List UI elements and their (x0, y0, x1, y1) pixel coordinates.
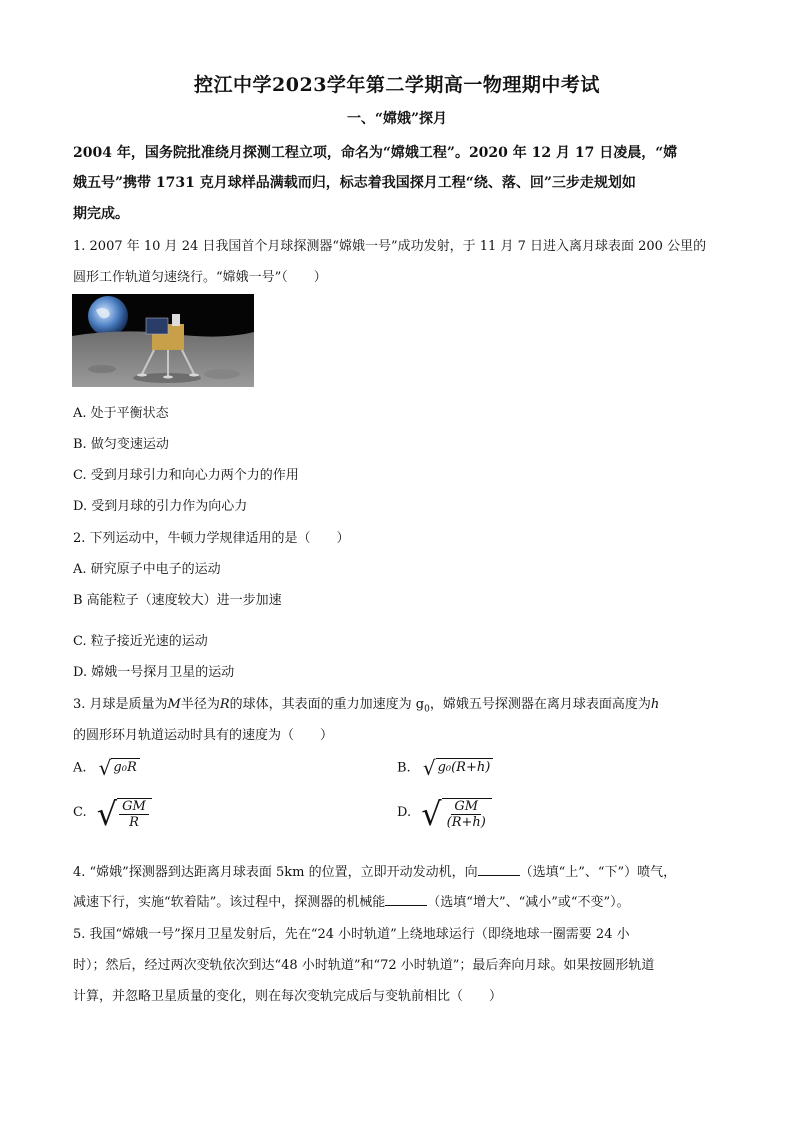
section-heading: 一、“嫦娥”探月 (346, 111, 448, 127)
q2-option-d: D. 嫦娥一号探月卫星的运动 (73, 665, 235, 680)
intro-line-2: 娥五号”携带 1731 克月球样品满载而归，标志着我国探月工程“绕、落、回”三步走规划如 (73, 175, 636, 191)
q3-option-c: C. √ $\frac{GM}{R}$ (73, 798, 152, 830)
q2-option-b: B 高能粒子（速度较大）进一步加速 (73, 593, 282, 608)
q2-option-a: A. 研究原子中电子的运动 (73, 562, 221, 577)
question-1-line-1: 1. 2007 年 10 月 24 日我国首个月球探测器“嫦娥一号”成功发射，于 11 月 7 日进入离月球表面 200 公里的 (73, 239, 707, 254)
sqrt-fraction: √ $\frac{GM}{R}$ (97, 798, 152, 830)
question-2-stem: 2. 下列运动中，牛顿力学规律适用的是（ ） (73, 531, 350, 546)
sqrt-expression: √ g₀R (99, 758, 140, 778)
q3-option-a: A. √ g₀R (73, 758, 140, 778)
radius-symbol: R (219, 697, 230, 712)
question-5-line-1: 5. 我国“嫦娥一号”探月卫星发射后，先在“24 小时轨道”上绕地球运行（即绕地球一圈需要 24 小 (73, 927, 630, 942)
q1-option-b: B. 做匀变速运动 (73, 437, 169, 452)
q3-option-b: B. √ g₀(R+h) (397, 758, 493, 778)
intro-line-1: 2004 年，国务院批准绕月探测工程立项，命名为“嫦娥工程”。2020 年 12 月 17 日凌晨，“嫦 (73, 145, 678, 161)
question-4-line-2: 减速下行，实施“软着陆”。该过程中，探测器的机械能 （选填“增大”、“减小”或“不变”）。 (73, 895, 630, 910)
exam-title: 控江中学2023学年第二学期高一物理期中考试 (194, 74, 600, 96)
question-5-line-3: 计算，并忽略卫星质量的变化，则在每次变轨完成后与变轨前相比（ ） (73, 989, 503, 1004)
question-3-line-2: 的圆形环月轨道运动时具有的速度为（ ） (73, 728, 334, 743)
question-3-line-1: 3. 月球是质量为M半径为R的球体，其表面的重力加速度为 $g_0$，嫦娥五号探测器在离月球表面高度为h (73, 697, 660, 715)
sqrt-fraction: √ $\frac{GM}{(R+h)}$ (421, 798, 492, 830)
question-5-line-2: 时）；然后，经过两次变轨依次到达“48 小时轨道”和“72 小时轨道”；最后奔向月球。如果按圆形轨道 (73, 958, 655, 973)
mass-symbol: M (167, 697, 181, 712)
q1-option-d: D. 受到月球的引力作为向心力 (73, 499, 248, 514)
question-1-line-2: 圆形工作轨道匀速绕行。“嫦娥一号”（ ） (73, 270, 327, 285)
question-4-line-1: 4. “嫦娥”探测器到达距离月球表面 5km 的位置，立即开动发动机，向 （选填“上”、“下”）喷气， (73, 865, 677, 880)
intro-line-3: 期完成。 (73, 206, 129, 222)
q2-option-c: C. 粒子接近光速的运动 (73, 634, 208, 649)
height-symbol: h (650, 697, 660, 712)
lunar-lander-photo (72, 294, 254, 387)
answer-blank[interactable] (478, 863, 520, 876)
sqrt-expression: √ g₀(R+h) (423, 758, 493, 778)
answer-blank[interactable] (385, 893, 427, 906)
q1-option-c: C. 受到月球引力和向心力两个力的作用 (73, 468, 299, 483)
q3-option-d: D. √ $\frac{GM}{(R+h)}$ (397, 798, 492, 830)
q1-option-a: A. 处于平衡状态 (73, 406, 169, 421)
